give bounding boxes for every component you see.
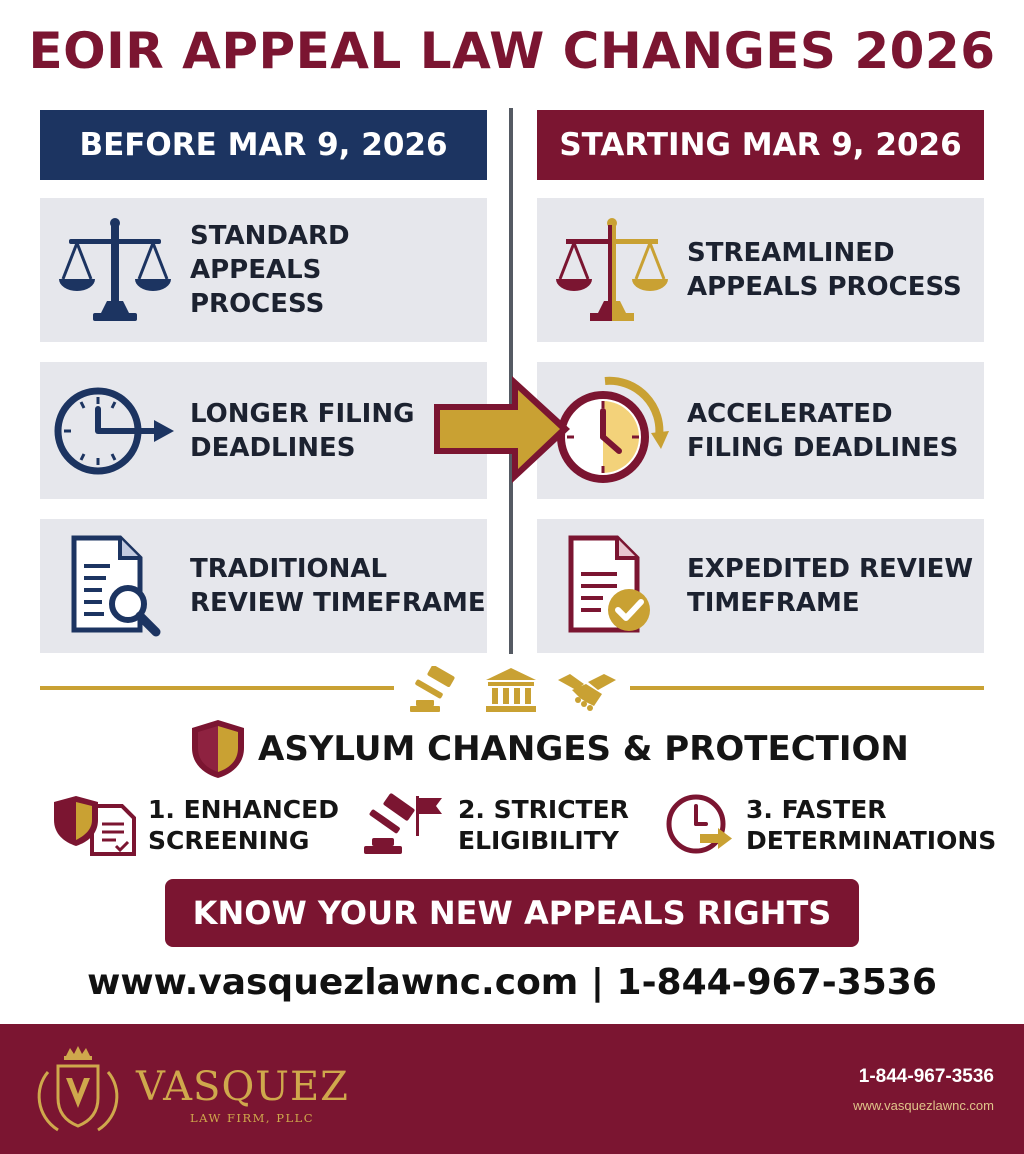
after-item-label: ACCELERATED FILING DEADLINES [687, 398, 959, 463]
handshake-icon [556, 666, 618, 714]
document-check-icon [537, 519, 687, 653]
gavel-icon [408, 666, 466, 714]
shield-document-icon [52, 792, 138, 858]
divider-icons [408, 664, 618, 716]
before-header: BEFORE MAR 9, 2026 [40, 110, 487, 180]
before-item-review [40, 519, 487, 653]
before-item-appeals [40, 198, 487, 342]
before-item-label: TRADITIONAL REVIEW TIMEFRAME [190, 554, 486, 618]
transition-arrow-icon [430, 372, 575, 487]
shield-icon [190, 718, 246, 780]
footer [0, 1024, 1024, 1154]
scales-icon [537, 198, 687, 342]
asylum-item-eligibility [362, 792, 629, 858]
asylum-section-title [190, 718, 909, 780]
brand-name: VASQUEZ [136, 1064, 349, 1110]
gold-rule-right [630, 686, 984, 690]
after-item-appeals [537, 198, 984, 342]
cta-button[interactable]: KNOW YOUR NEW APPEALS RIGHTS [165, 879, 859, 947]
scales-icon [40, 198, 190, 342]
after-item-deadlines [537, 362, 984, 499]
clock-arrow-icon [40, 362, 190, 499]
gavel-flag-icon [362, 792, 448, 858]
before-item-label: STANDARD APPEALS PROCESS [190, 221, 350, 319]
footer-phone-link[interactable]: 1-844-967-3536 [858, 1066, 994, 1087]
asylum-item-label: 2. STRICTER ELIGIBILITY [458, 795, 629, 855]
after-item-label: STREAMLINED APPEALS PROCESS [687, 238, 962, 302]
after-header: STARTING MAR 9, 2026 [537, 110, 984, 180]
brand-subtitle: LAW FIRM, PLLC [190, 1111, 315, 1125]
asylum-item-label: 1. ENHANCED SCREENING [148, 795, 339, 855]
footer-website-link[interactable]: www.vasquezlawnc.com [853, 1098, 994, 1113]
asylum-title-label: ASYLUM CHANGES & PROTECTION [258, 729, 909, 769]
clock-arrow-icon [666, 792, 736, 858]
gold-rule-left [40, 686, 394, 690]
asylum-item-determinations [666, 792, 996, 858]
asylum-item-label: 3. FASTER DETERMINATIONS [746, 795, 997, 855]
before-item-deadlines [40, 362, 487, 499]
after-item-label: EXPEDITED REVIEW TIMEFRAME [687, 554, 974, 618]
firm-crest-icon [28, 1042, 128, 1142]
before-item-label: LONGER FILING DEADLINES [190, 398, 415, 463]
asylum-item-screening [52, 792, 339, 858]
after-item-review [537, 519, 984, 653]
courthouse-icon [484, 666, 538, 714]
document-magnifier-icon [40, 519, 190, 653]
contact-line[interactable]: www.vasquezlawnc.com | 1-844-967-3536 [87, 962, 937, 1003]
page-title: EOIR APPEAL LAW CHANGES 2026 [28, 22, 996, 80]
